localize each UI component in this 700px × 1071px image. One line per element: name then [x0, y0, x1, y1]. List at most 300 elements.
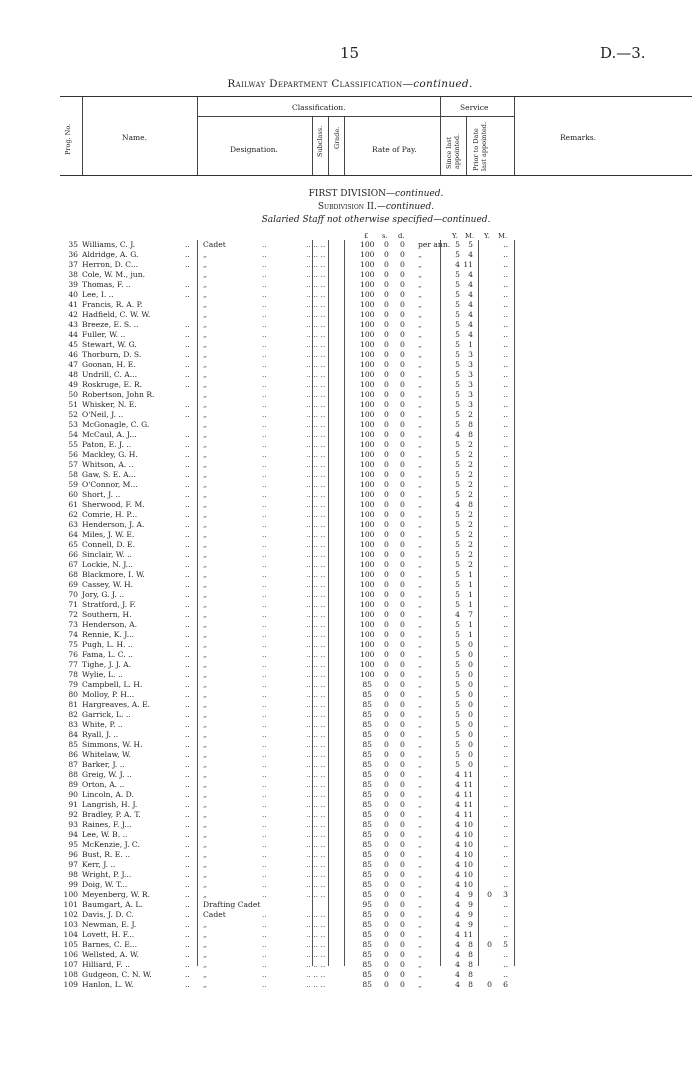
pay-pounds: 100	[360, 250, 375, 259]
pay-pence: 0	[400, 710, 405, 719]
designation: „	[203, 610, 207, 619]
pay-pence: 0	[400, 250, 405, 259]
pay-shillings: 0	[384, 720, 389, 729]
prior-months: ..	[503, 640, 508, 649]
designation: „	[203, 350, 207, 359]
pay-shillings: 0	[384, 710, 389, 719]
leader-dots: .. .. ..	[306, 650, 326, 659]
prog-no: 78	[68, 670, 78, 679]
pay-shillings: 0	[384, 420, 389, 429]
prior-months: ..	[503, 400, 508, 409]
prior-months: ..	[503, 240, 508, 249]
prior-months: ..	[503, 920, 508, 929]
pay-pence: 0	[400, 580, 405, 589]
prior-months: ..	[503, 420, 508, 429]
since-years: 5	[455, 350, 460, 359]
designation: „	[203, 710, 207, 719]
prior-months: ..	[503, 870, 508, 879]
since-years: 5	[455, 470, 460, 479]
pay-shillings: 0	[384, 890, 389, 899]
prior-months: ..	[503, 330, 508, 339]
leader-dots: ..	[185, 620, 190, 629]
prog-no: 63	[68, 520, 78, 529]
designation: „	[203, 430, 207, 439]
since-years: 5	[455, 750, 460, 759]
leader-dots: .. .. ..	[306, 360, 326, 369]
pay-pounds: 100	[360, 330, 375, 339]
leader-dots: ..	[262, 420, 267, 429]
prior-months: ..	[503, 510, 508, 519]
column-header	[60, 96, 692, 176]
since-months: 11	[463, 770, 473, 779]
pay-pence: 0	[400, 670, 405, 679]
designation: „	[203, 410, 207, 419]
designation: „	[203, 650, 207, 659]
since-years: 5	[455, 270, 460, 279]
pay-shillings: 0	[384, 800, 389, 809]
table-row	[0, 360, 700, 370]
designation: „	[203, 980, 207, 989]
prog-no: 66	[68, 550, 78, 559]
leader-dots: ..	[262, 930, 267, 939]
leader-dots: ..	[262, 950, 267, 959]
pay-pence: 0	[400, 420, 405, 429]
table-row	[0, 470, 700, 480]
table-row	[0, 740, 700, 750]
salaried-title: Salaried Staff not otherwise specified—continued.	[261, 215, 491, 225]
pay-shillings: 0	[384, 250, 389, 259]
since-months: 0	[468, 740, 473, 749]
staff-name: Cole, W. M., jun.	[82, 270, 146, 279]
leader-dots: ..	[262, 780, 267, 789]
prog-no: 74	[68, 630, 78, 639]
leader-dots: ..	[262, 740, 267, 749]
table-row	[0, 660, 700, 670]
leader-dots: ..	[185, 330, 190, 339]
pay-shillings: 0	[384, 320, 389, 329]
leader-dots: ..	[262, 470, 267, 479]
since-years: 4	[455, 800, 460, 809]
leader-dots: .. .. ..	[306, 590, 326, 599]
staff-name: Doig, W. T...	[82, 880, 128, 889]
leader-dots: .. .. ..	[306, 960, 326, 969]
since-years: 4	[455, 950, 460, 959]
pay-shillings: 0	[384, 870, 389, 879]
leader-dots: .. .. ..	[306, 440, 326, 449]
since-months: 9	[468, 920, 473, 929]
prog-no: 48	[68, 370, 78, 379]
pay-pounds: 100	[360, 310, 375, 319]
staff-name: Orton, A. ..	[82, 780, 125, 789]
staff-name: Herron, D. C...	[82, 260, 139, 269]
pay-pence: 0	[400, 240, 405, 249]
since-years: 4	[455, 840, 460, 849]
pay-period: „	[418, 760, 422, 769]
pay-shillings: 0	[384, 610, 389, 619]
staff-name: O'Neil, J. ..	[82, 410, 124, 419]
pay-period: „	[418, 420, 422, 429]
designation: „	[203, 480, 207, 489]
table-row	[0, 940, 700, 950]
prior-months: ..	[503, 670, 508, 679]
pay-pence: 0	[400, 730, 405, 739]
leader-dots: .. .. ..	[306, 620, 326, 629]
pay-pounds: 100	[360, 460, 375, 469]
since-years: 5	[455, 310, 460, 319]
pay-pence: 0	[400, 880, 405, 889]
pay-pounds: 95	[362, 900, 372, 909]
pay-period: „	[418, 450, 422, 459]
leader-dots: .. .. ..	[306, 770, 326, 779]
pay-pence: 0	[400, 610, 405, 619]
prog-no: 55	[68, 440, 78, 449]
since-years: 5	[455, 240, 460, 249]
since-months: 2	[468, 470, 473, 479]
prior-years: 0	[487, 890, 492, 899]
since-months: 10	[463, 880, 473, 889]
prog-no: 92	[68, 810, 78, 819]
prog-no: 91	[68, 800, 78, 809]
leader-dots: ..	[262, 550, 267, 559]
pay-period: „	[418, 330, 422, 339]
pay-period: „	[418, 850, 422, 859]
pay-shillings: 0	[384, 410, 389, 419]
pay-pounds: 100	[360, 480, 375, 489]
designation: „	[203, 640, 207, 649]
leader-dots: ..	[262, 280, 267, 289]
pay-pounds: 100	[360, 540, 375, 549]
pay-pence: 0	[400, 620, 405, 629]
prior-months: ..	[503, 930, 508, 939]
since-years: 4	[455, 500, 460, 509]
pay-period: „	[418, 540, 422, 549]
since-years: 5	[455, 480, 460, 489]
leader-dots: ..	[262, 670, 267, 679]
leader-dots: .. .. ..	[306, 830, 326, 839]
leader-dots: ..	[185, 810, 190, 819]
staff-name: Barnes, C. E...	[82, 940, 137, 949]
prior-months: ..	[503, 860, 508, 869]
prior-months: ..	[503, 490, 508, 499]
staff-name: Francis, R. A. P.	[82, 300, 143, 309]
since-years: 5	[455, 560, 460, 569]
prior-months: ..	[503, 960, 508, 969]
leader-dots: ..	[185, 550, 190, 559]
pay-period: „	[418, 920, 422, 929]
prior-months: ..	[503, 520, 508, 529]
staff-name: Hadfield, C. W. W.	[82, 310, 151, 319]
leader-dots: .. .. ..	[306, 530, 326, 539]
prior-months: ..	[503, 880, 508, 889]
leader-dots: ..	[262, 400, 267, 409]
leader-dots: ..	[262, 350, 267, 359]
pay-shillings: 0	[384, 660, 389, 669]
leader-dots: .. .. ..	[306, 480, 326, 489]
pay-period: „	[418, 520, 422, 529]
pay-period: „	[418, 370, 422, 379]
division-title: FIRST DIVISION—continued.	[308, 189, 444, 199]
pay-period: „	[418, 980, 422, 989]
leader-dots: .. .. ..	[306, 690, 326, 699]
designation: „	[203, 490, 207, 499]
leader-dots: .. .. ..	[306, 930, 326, 939]
since-years: 4	[455, 900, 460, 909]
pay-pence: 0	[400, 560, 405, 569]
prior-months: ..	[503, 720, 508, 729]
designation: „	[203, 390, 207, 399]
leader-dots: ..	[262, 620, 267, 629]
table-row	[0, 610, 700, 620]
prior-months: ..	[503, 790, 508, 799]
pay-pence: 0	[400, 310, 405, 319]
pay-pounds: 100	[360, 370, 375, 379]
pay-shillings: 0	[384, 580, 389, 589]
since-months: 8	[468, 960, 473, 969]
pay-period: „	[418, 590, 422, 599]
pay-pence: 0	[400, 690, 405, 699]
leader-dots: ..	[185, 290, 190, 299]
header-prior-to-date: Prior to Date last appointed.	[472, 121, 488, 171]
since-months: 1	[468, 580, 473, 589]
leader-dots: ..	[185, 510, 190, 519]
designation: „	[203, 340, 207, 349]
leader-dots: ..	[185, 560, 190, 569]
leader-dots: ..	[262, 970, 267, 979]
designation: „	[203, 250, 207, 259]
since-months: 2	[468, 450, 473, 459]
designation: „	[203, 280, 207, 289]
leader-dots: .. .. ..	[306, 710, 326, 719]
pay-shillings: 0	[384, 590, 389, 599]
since-months: 2	[468, 440, 473, 449]
since-months: 8	[468, 500, 473, 509]
staff-name: Wellsted, A. W.	[82, 950, 139, 959]
table-row	[0, 820, 700, 830]
leader-dots: ..	[262, 520, 267, 529]
since-months: 0	[468, 650, 473, 659]
table-row	[0, 440, 700, 450]
leader-dots: ..	[185, 400, 190, 409]
table-row	[0, 450, 700, 460]
prior-months: ..	[503, 270, 508, 279]
since-years: 5	[455, 460, 460, 469]
staff-name: Miles, J. W. E.	[82, 530, 135, 539]
leader-dots: .. .. ..	[306, 840, 326, 849]
pay-period: „	[418, 710, 422, 719]
leader-dots: ..	[185, 500, 190, 509]
since-months: 4	[468, 330, 473, 339]
leader-dots: ..	[262, 370, 267, 379]
prior-months: ..	[503, 390, 508, 399]
since-years: 5	[455, 640, 460, 649]
since-months: 0	[468, 720, 473, 729]
pay-pounds: 85	[362, 970, 372, 979]
pay-pence: 0	[400, 790, 405, 799]
prior-months: ..	[503, 250, 508, 259]
since-months: 8	[468, 430, 473, 439]
pay-shillings: 0	[384, 930, 389, 939]
leader-dots: ..	[262, 590, 267, 599]
leader-dots: ..	[262, 310, 267, 319]
pay-period: „	[418, 250, 422, 259]
since-months: 4	[468, 270, 473, 279]
since-months: 0	[468, 670, 473, 679]
pay-pounds: 85	[362, 860, 372, 869]
prog-no: 108	[63, 970, 78, 979]
pay-shillings: 0	[384, 340, 389, 349]
pay-pounds: 100	[360, 630, 375, 639]
leader-dots: ..	[185, 520, 190, 529]
pay-pounds: 100	[360, 620, 375, 629]
pay-shillings: 0	[384, 490, 389, 499]
prog-no: 79	[68, 680, 78, 689]
designation: „	[203, 790, 207, 799]
designation: „	[203, 300, 207, 309]
pay-shillings: 0	[384, 690, 389, 699]
prog-no: 45	[68, 340, 78, 349]
table-row	[0, 920, 700, 930]
pay-pounds: 85	[362, 980, 372, 989]
pay-period: „	[418, 600, 422, 609]
pay-period: „	[418, 500, 422, 509]
leader-dots: .. .. ..	[306, 940, 326, 949]
since-years: 4	[455, 960, 460, 969]
since-years: 5	[455, 370, 460, 379]
pay-shillings: 0	[384, 760, 389, 769]
leader-dots: .. .. ..	[306, 760, 326, 769]
since-months: 2	[468, 510, 473, 519]
pay-period: „	[418, 290, 422, 299]
pay-shillings: 0	[384, 910, 389, 919]
table-row	[0, 390, 700, 400]
prog-no: 54	[68, 430, 78, 439]
pay-period: „	[418, 390, 422, 399]
leader-dots: .. .. ..	[306, 570, 326, 579]
running-title-continued: —continued.	[402, 78, 473, 90]
pay-period: „	[418, 910, 422, 919]
since-months: 3	[468, 350, 473, 359]
leader-dots: ..	[185, 380, 190, 389]
designation: Drafting Cadet	[203, 900, 261, 909]
pay-pounds: 85	[362, 840, 372, 849]
prior-months: 6	[503, 980, 508, 989]
staff-name: Goonan, H. E.	[82, 360, 136, 369]
table-row	[0, 310, 700, 320]
pay-period: „	[418, 870, 422, 879]
designation: „	[203, 850, 207, 859]
pay-period: „	[418, 680, 422, 689]
leader-dots: ..	[185, 320, 190, 329]
pay-period: „	[418, 380, 422, 389]
pay-pounds: 85	[362, 870, 372, 879]
table-row	[0, 700, 700, 710]
staff-name: Henderson, J. A.	[82, 520, 145, 529]
prog-no: 101	[63, 900, 78, 909]
leader-dots: ..	[262, 810, 267, 819]
since-months: 2	[468, 410, 473, 419]
prog-no: 68	[68, 570, 78, 579]
prior-months: ..	[503, 370, 508, 379]
pay-period: „	[418, 410, 422, 419]
pay-pence: 0	[400, 950, 405, 959]
leader-dots: ..	[262, 800, 267, 809]
leader-dots: ..	[262, 320, 267, 329]
since-months: 11	[463, 260, 473, 269]
staff-name: Thorburn, D. S.	[82, 350, 142, 359]
leader-dots: ..	[262, 290, 267, 299]
leader-dots: ..	[185, 800, 190, 809]
leader-dots: ..	[262, 380, 267, 389]
prog-no: 67	[68, 560, 78, 569]
designation: „	[203, 750, 207, 759]
leader-dots: ..	[185, 970, 190, 979]
leader-dots: ..	[185, 640, 190, 649]
since-months: 9	[468, 900, 473, 909]
staff-name: Hilliard, F. ..	[82, 960, 130, 969]
since-years: 5	[455, 680, 460, 689]
unit-year-since: Y.	[452, 232, 458, 240]
staff-name: Molloy, P. H...	[82, 690, 135, 699]
pay-pounds: 100	[360, 360, 375, 369]
prior-months: ..	[503, 750, 508, 759]
pay-period: „	[418, 930, 422, 939]
pay-shillings: 0	[384, 670, 389, 679]
pay-period: „	[418, 890, 422, 899]
since-years: 5	[455, 580, 460, 589]
table-row	[0, 580, 700, 590]
designation: „	[203, 950, 207, 959]
prior-months: ..	[503, 680, 508, 689]
designation: „	[203, 510, 207, 519]
pay-period: „	[418, 440, 422, 449]
table-row	[0, 980, 700, 990]
table-row	[0, 800, 700, 810]
header-rate-of-pay: Rate of Pay.	[372, 145, 417, 154]
prog-no: 46	[68, 350, 78, 359]
pay-shillings: 0	[384, 540, 389, 549]
prior-months: ..	[503, 280, 508, 289]
leader-dots: ..	[185, 360, 190, 369]
leader-dots: .. .. ..	[306, 820, 326, 829]
pay-pence: 0	[400, 450, 405, 459]
designation: „	[203, 730, 207, 739]
leader-dots: ..	[262, 720, 267, 729]
leader-dots: ..	[185, 660, 190, 669]
leader-dots: ..	[185, 570, 190, 579]
table-row	[0, 590, 700, 600]
pay-pounds: 100	[360, 380, 375, 389]
since-months: 1	[468, 590, 473, 599]
staff-name: Simmons, W. H.	[82, 740, 143, 749]
pay-pounds: 100	[360, 260, 375, 269]
pay-pence: 0	[400, 360, 405, 369]
pay-pence: 0	[400, 750, 405, 759]
pay-pence: 0	[400, 930, 405, 939]
leader-dots: ..	[262, 250, 267, 259]
since-months: 1	[468, 570, 473, 579]
table-row	[0, 550, 700, 560]
table-row	[0, 690, 700, 700]
since-months: 2	[468, 560, 473, 569]
leader-dots: ..	[262, 650, 267, 659]
leader-dots: ..	[262, 490, 267, 499]
since-months: 4	[468, 250, 473, 259]
pay-shillings: 0	[384, 460, 389, 469]
pay-shillings: 0	[384, 280, 389, 289]
table-row	[0, 850, 700, 860]
pay-period: „	[418, 510, 422, 519]
prog-no: 49	[68, 380, 78, 389]
